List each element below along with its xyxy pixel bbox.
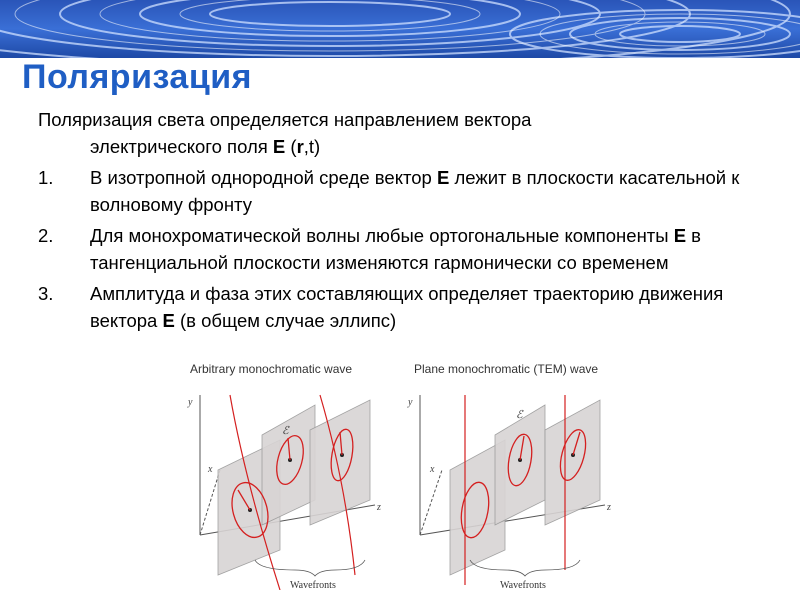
wavefronts-bracket — [470, 560, 580, 576]
wavefront-plane — [495, 405, 545, 525]
list-item: 1. В изотропной однородной среде вектор E лежит в плоскости касательной к волновому фронту — [38, 164, 768, 218]
wave-diagram — [170, 360, 640, 590]
x-axis-label: x — [208, 464, 213, 475]
y-axis-label: y — [188, 397, 193, 408]
wavefronts-label: Wavefronts — [290, 580, 336, 590]
z-axis-label: z — [607, 502, 611, 513]
intro-line-2: электрического поля E (r,t) — [90, 136, 321, 157]
vector-r: r — [296, 136, 304, 157]
wavefront-plane — [545, 400, 600, 525]
vector-e: E — [272, 136, 286, 157]
intro-line-1: Поляризация света определяется направлением вектора — [38, 109, 532, 130]
y-axis-label: y — [408, 397, 413, 408]
left-figure-caption: Arbitrary monochromatic wave — [190, 362, 353, 376]
list-item: 2. Для монохроматической волны любые ортогональные компоненты E в тангенциальной плоскости изменяются гармонически со временем — [38, 222, 768, 276]
list-number: 2. — [38, 225, 54, 246]
list-item: 3. Амплитуда и фаза этих составляющих определяет траекторию движения вектора E (в общем случае эллипс) — [38, 280, 768, 334]
x-axis — [420, 470, 442, 535]
wavefront-plane — [310, 400, 370, 525]
wavefronts-label: Wavefronts — [500, 580, 546, 590]
slide-body — [38, 106, 768, 334]
water-ripple-image — [0, 0, 800, 58]
polarization-figure — [170, 360, 640, 590]
header-banner — [0, 0, 800, 58]
vector-e: E — [436, 167, 450, 188]
z-axis-label: z — [377, 502, 381, 513]
right-figure-caption: Plane monochromatic (TEM) wave — [414, 362, 599, 376]
list-number: 1. — [38, 167, 54, 188]
left-diagram — [187, 395, 381, 590]
vector-label: ℰ — [282, 425, 289, 437]
slide-title: Поляризация — [22, 58, 252, 96]
right-diagram — [407, 395, 611, 590]
vector-label: ℰ — [516, 409, 523, 421]
x-axis — [200, 470, 220, 535]
list-number: 3. — [38, 283, 54, 304]
vector-e: E — [673, 225, 687, 246]
intro-paragraph — [38, 106, 768, 160]
wavefront-plane — [262, 405, 315, 525]
vector-e: E — [162, 310, 175, 331]
x-axis-label: x — [430, 464, 435, 475]
